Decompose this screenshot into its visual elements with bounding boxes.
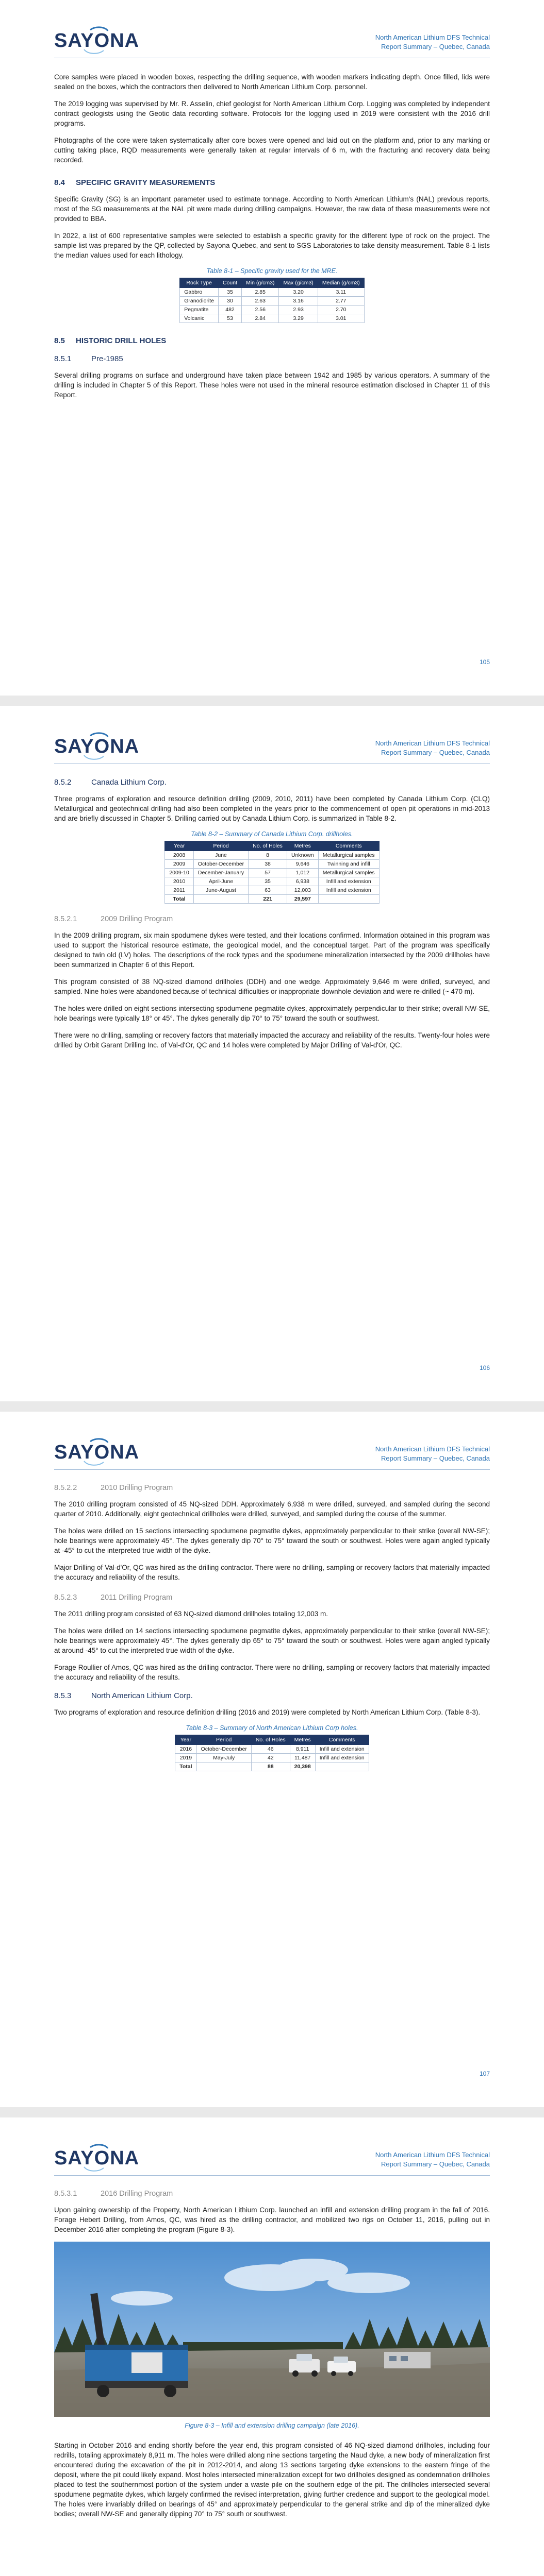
table-cell: June-August: [193, 886, 248, 895]
paragraph: The holes were drilled on 15 sections intersecting spodumene pegmatite dykes, approximately perpendicular to their strike (overall NW-SE); hole bearings were approximately 45°. The dykes generally dip 70° to 75° toward the south or southwest. Holes were again angled typically at -45° to cut the interpreted true width of the dyke.: [54, 1527, 490, 1554]
report-header: [375, 33, 490, 52]
table-row: [180, 306, 365, 314]
column-header: No. of Holes: [251, 1735, 290, 1745]
table-cell: 3.11: [318, 288, 364, 297]
table-row: [180, 314, 365, 323]
section-heading-8-4: [54, 178, 490, 187]
subsubsection-title: 2010 Drilling Program: [101, 1484, 173, 1492]
paragraph: In 2022, a list of 600 representative samples were selected to establish a specific gravity for the different type of rock on the project. The sample list was prepared by the QP, collected by Sayona Quebec, and sent to SGS Laboratories to take density measurement. Table 8-1 lists the median values used for each lithology.: [54, 232, 490, 259]
subsubsection-number: 8.5.2.3: [54, 1594, 77, 1602]
subsubsection-heading-8-5-2-1: [54, 915, 490, 923]
table-cell: 35: [219, 288, 242, 297]
paragraph: In the 2009 drilling program, six main spodumene dykes were tested, and their locations confirmed. Information obtained in this program was used to support the historical resource estimate, the geological model, and the conceptual target. Part of the program was specifically designed to twin old (LV) holes. The descriptions of the rock types and the spodumene mineralization intersected by the 2009 drillholes have been summarized in Chapter 6 of this Report.: [54, 931, 490, 969]
table-cell: Metallurgical samples: [318, 869, 379, 877]
table-cell: Infill and extension: [315, 1754, 369, 1762]
logo-text: SAYONA: [54, 30, 140, 52]
table-cell: October-December: [196, 1745, 251, 1754]
paragraph: The holes were drilled on eight sections intersecting spodumene pegmatite dykes, approximately perpendicular to their strike; overall NW-SE, hole bearings were typically 18° or 45°. The dykes generally dip 70° to 75° toward the south or southwest.: [54, 1005, 490, 1022]
report-header-line1: North American Lithium DFS Technical: [375, 1445, 490, 1453]
column-header: Metres: [290, 1735, 315, 1745]
paragraph: Specific Gravity (SG) is an important parameter used to estimate tonnage. According to North American Lithium's (NAL) previous reports, most of the SG measurements at the NAL pit were made during drilling campaigns. However, the raw data of these measurements were not provided to BBA.: [54, 195, 490, 223]
subsection-heading-8-5-3: [54, 1691, 490, 1700]
subsubsection-number: 8.5.2.2: [54, 1484, 77, 1492]
subsubsection-heading-8-5-2-3: [54, 1594, 490, 1602]
drilling-campaign-photo: [54, 2242, 490, 2417]
table-total-row: [175, 1762, 369, 1771]
specific-gravity-table: [179, 278, 365, 323]
paragraph: The 2011 drilling program consisted of 63 NQ-sized diamond drillholes totaling 12,003 m.: [54, 1610, 328, 1618]
table-cell: 2.85: [242, 288, 279, 297]
table-cell: 3.29: [279, 314, 318, 323]
section-number: 8.5: [54, 336, 65, 345]
subsubsection-title: 2011 Drilling Program: [101, 1594, 173, 1602]
table-cell: 42: [251, 1754, 290, 1762]
table-cell: 1,012: [287, 869, 318, 877]
table-row: [165, 869, 379, 877]
report-page-105: [0, 0, 544, 696]
sayona-logo: [54, 26, 140, 57]
table-cell: 2008: [165, 851, 194, 860]
table-caption: Table 8-1 – Specific gravity used for the MRE.: [206, 267, 338, 275]
paragraph: Major Drilling of Val-d'Or, QC was hired as the drilling contractor. There were no drilling, sampling or recovery factors that materially impacted the accuracy and reliability of the results.: [54, 1564, 490, 1581]
table-cell: Infill and extension: [315, 1745, 369, 1754]
paragraph: Forage Roullier of Amos, QC was hired as the drilling contractor. There were no drilling, sampling or recovery factors that materially impacted the accuracy and reliability of the results.: [54, 1664, 490, 1681]
page-number: 107: [479, 2070, 490, 2077]
column-header: Metres: [287, 841, 318, 851]
table-cell: May-July: [196, 1754, 251, 1762]
column-header: Period: [193, 841, 248, 851]
header-divider: [54, 2175, 490, 2176]
table-cell: 2011: [165, 886, 194, 895]
page-content: [54, 1484, 490, 1780]
header-divider: [54, 1469, 490, 1470]
table-row: [165, 886, 379, 895]
table-cell: 3.20: [279, 288, 318, 297]
column-header: Median (g/cm3): [318, 278, 364, 288]
subsection-title: Canada Lithium Corp.: [91, 778, 167, 787]
column-header: Count: [219, 278, 242, 288]
table-cell: 2.93: [279, 306, 318, 314]
table-cell: [193, 895, 248, 904]
report-header-line1: North American Lithium DFS Technical: [375, 739, 490, 747]
table-row: [165, 860, 379, 869]
subsection-title: Pre-1985: [91, 354, 123, 363]
site-trailer: [384, 2352, 431, 2368]
table-cell: 2.70: [318, 306, 364, 314]
report-header-line1: North American Lithium DFS Technical: [375, 33, 490, 41]
table-cell: June: [193, 851, 248, 860]
paragraph: Upon gaining ownership of the Property, North American Lithium Corp. launched an infill and extension drilling program in the fall of 2016. Forage Hebert Drilling, from Amos, QC, was hired as the drilling contractor, and mobilized two rigs on October 11, 2016, pulling out in December 2016 after completing the program (Figure 8-3).: [54, 2206, 490, 2233]
subsubsection-number: 8.5.2.1: [54, 915, 77, 923]
report-header-line1: North American Lithium DFS Technical: [375, 2151, 490, 2159]
sayona-logo: [54, 2143, 140, 2174]
subsection-number: 8.5.2: [54, 778, 72, 787]
section-heading-8-5: [54, 336, 490, 345]
table-cell: Total: [175, 1762, 196, 1771]
subsection-heading-8-5-1: [54, 354, 490, 363]
subsection-heading-8-5-2: [54, 778, 490, 787]
report-page-108: [0, 2117, 544, 2576]
subsection-number: 8.5.1: [54, 354, 72, 363]
report-header: [375, 739, 490, 757]
table-total-row: [165, 895, 379, 904]
table-row: [165, 877, 379, 886]
section-number: 8.4: [54, 178, 65, 187]
table-row: [175, 1754, 369, 1762]
table-cell: 482: [219, 306, 242, 314]
table-cell: 2.63: [242, 297, 279, 306]
table-cell: [196, 1762, 251, 1771]
paragraph: The 2019 logging was supervised by Mr. R. Asselin, chief geologist for North American Lithium Corp. Logging was completed by independent contract geologists using the Geotic data recording software. Protocols for the logging used in 2019 were consistent with the 2016 drill programs.: [54, 100, 490, 127]
table-cell: 2009-10: [165, 869, 194, 877]
column-header: Year: [165, 841, 194, 851]
table-cell: Gabbro: [180, 288, 219, 297]
subsubsection-number: 8.5.3.1: [54, 2190, 77, 2198]
paragraph: This program consisted of 38 NQ-sized diamond drillholes (DDH) and one wedge. Approximately 9,646 m were drilled, surveyed, and sampled. Nine holes were abandoned because of technical difficulties or inappropriate downhole deviation and were re-drilled (~ 470 m).: [54, 978, 490, 995]
paragraph: Core samples were placed in wooden boxes, respecting the drilling sequence, with wooden markers indicating depth. Once filled, lids were sealed on the boxes, which the contractors then delivered to North American Lithium Corp. personnel.: [54, 73, 490, 91]
table-row: [180, 297, 365, 306]
page-number: 106: [479, 1364, 490, 1371]
page-content: [54, 72, 490, 407]
report-header: [375, 2150, 490, 2169]
table-cell: Pegmatite: [180, 306, 219, 314]
subsubsection-heading-8-5-2-2: [54, 1484, 490, 1492]
table-cell: 11,487: [290, 1754, 315, 1762]
subsubsection-heading-8-5-3-1: [54, 2190, 490, 2198]
table-cell: 88: [251, 1762, 290, 1771]
table-cell: Volcanic: [180, 314, 219, 323]
table-row: [175, 1745, 369, 1754]
report-header-line2: Report Summary – Quebec, Canada: [381, 1454, 490, 1462]
table-cell: 8,911: [290, 1745, 315, 1754]
sayona-logo: [54, 1437, 140, 1468]
table-cell: 29,597: [287, 895, 318, 904]
table-cell: [315, 1762, 369, 1771]
section-title: SPECIFIC GRAVITY MEASUREMENTS: [76, 178, 216, 187]
sayona-logo: [54, 732, 140, 762]
table-cell: 35: [249, 877, 287, 886]
report-header-line2: Report Summary – Quebec, Canada: [381, 749, 490, 756]
table-cell: Total: [165, 895, 194, 904]
table-cell: 20,398: [290, 1762, 315, 1771]
logo-text: SAYONA: [54, 1442, 140, 1463]
table-cell: Granodiorite: [180, 297, 219, 306]
column-header: Year: [175, 1735, 196, 1745]
logo-text: SAYONA: [54, 2147, 140, 2169]
subsubsection-title: 2016 Drilling Program: [101, 2190, 173, 2198]
table-cell: 30: [219, 297, 242, 306]
table-header-row: [165, 841, 379, 851]
table-cell: Twinning and infill: [318, 860, 379, 869]
table-cell: 2.77: [318, 297, 364, 306]
table-cell: 8: [249, 851, 287, 860]
column-header: Comments: [318, 841, 379, 851]
table-cell: [318, 895, 379, 904]
drill-site-illustration: [54, 2242, 490, 2417]
paragraph: There were no drilling, sampling or recovery factors that materially impacted the accuracy and reliability of the results. Twenty-four holes were drilled by Orbit Garant Drilling Inc. of Val-d'Or, QC and 14 holes were completed by Major Drilling of Val-d'Or, QC.: [54, 1031, 490, 1049]
table-cell: 57: [249, 869, 287, 877]
table-cell: 2019: [175, 1754, 196, 1762]
report-header-line2: Report Summary – Quebec, Canada: [381, 2160, 490, 2168]
logo-text: SAYONA: [54, 736, 140, 757]
table-cell: 6,938: [287, 877, 318, 886]
table-cell: December-January: [193, 869, 248, 877]
table-cell: 53: [219, 314, 242, 323]
page-number: 105: [479, 658, 490, 666]
table-cell: Unknown: [287, 851, 318, 860]
table-row: [180, 288, 365, 297]
column-header: No. of Holes: [249, 841, 287, 851]
paragraph: The 2010 drilling program consisted of 45 NQ-sized DDH. Approximately 6,938 m were drilled, surveyed, and sampled during the second quarter of 2010. Additionally, eight geotechnical drillholes were drilled, surveyed, and sampled during the course of the summer.: [54, 1500, 490, 1518]
table-cell: Metallurgical samples: [318, 851, 379, 860]
column-header: Comments: [315, 1735, 369, 1745]
paragraph: Three programs of exploration and resource definition drilling (2009, 2010, 2011) have been completed by Canada Lithium Corp. (CLQ) Metallurgical and geotechnical drilling had also been completed in the years prior to the commencement of open pit operations in mid-2013 and are briefly discussed in Chapter 5. Drilling carried out by Canada Lithium Corp. is summarized in Table 8-2.: [54, 795, 490, 822]
column-header: Rock Type: [180, 278, 219, 288]
paragraph: Photographs of the core were taken systematically after core boxes were opened and laid out on the platform and, prior to any marking or cutting taking place, RQD measurements were generally taken at regular intervals of 6 m, with the fracturing and recovery data being recorded.: [54, 137, 490, 164]
paragraph: Starting in October 2016 and ending shortly before the year end, this program consisted of 46 NQ-sized diamond drillholes, including four redrills, totaling approximately 8,911 m. The holes were drilled along nine sections targeting the Naud dyke, a new body of mineralization first encountered during the excavation of the pit in 2012-2014, and along 13 sections targeting dyke extensions to the eastern fringe of the deposit, where the pit could likely expand. Most holes intersected mineralization except for two drillholes designed as condemnation drillholes placed to test the southernmost portion of the system under a waste pile on the southern edge of the pit. The drillholes intersected several spodumene pegmatite dykes, which largely confirmed the revised interpretation, giving further credence and support to the geological model. The holes were invariably drilled on bearings of 45° and approximately perpendicular to the general strike and dip of the mineralized dyke bodies; overall NW-SE and generally dipping 70° to 75° south or southwest.: [54, 2442, 490, 2518]
column-header: Min (g/cm3): [242, 278, 279, 288]
canada-lithium-drillholes-table: [164, 841, 379, 904]
table-cell: 3.16: [279, 297, 318, 306]
report-page-106: [0, 706, 544, 1401]
table-cell: 63: [249, 886, 287, 895]
table-caption: Table 8-2 – Summary of Canada Lithium Corp. drillholes.: [191, 831, 353, 838]
table-cell: April-June: [193, 877, 248, 886]
paragraph: The holes were drilled on 14 sections intersecting spodumene pegmatite dykes, approximately perpendicular to their strike (overall NW-SE); hole bearings were approximately 45°. The dykes generally dip 65° to 75° toward the south or southwest. Holes were again angled typically at around -45° to cut the interpreted true width of the dyke.: [54, 1627, 490, 1654]
table-caption: Table 8-3 – Summary of North American Lithium Corp holes.: [186, 1724, 358, 1732]
section-title: HISTORIC DRILL HOLES: [76, 336, 167, 345]
table-header-row: [175, 1735, 369, 1745]
report-page-107: [0, 1412, 544, 2107]
table-cell: 2.56: [242, 306, 279, 314]
report-header-line2: Report Summary – Quebec, Canada: [381, 43, 490, 50]
page-content: [54, 778, 490, 1057]
table-cell: Infill and extension: [318, 877, 379, 886]
table-cell: 2010: [165, 877, 194, 886]
nal-drillholes-table: [175, 1735, 369, 1771]
column-header: Period: [196, 1735, 251, 1745]
paragraph: Several drilling programs on surface and underground have taken place between 1942 and 1985 by various operators. A summary of the drilling is included in Chapter 5 of this Report. These holes were not used in the mineral resource estimation disclosed in Chapter 11 of this Report.: [54, 371, 490, 399]
paragraph: Two programs of exploration and resource definition drilling (2016 and 2019) were completed by North American Lithium Corp. (Table 8-3).: [54, 1708, 481, 1716]
table-cell: October-December: [193, 860, 248, 869]
table-cell: 3.01: [318, 314, 364, 323]
table-cell: Infill and extension: [318, 886, 379, 895]
column-header: Max (g/cm3): [279, 278, 318, 288]
subsection-number: 8.5.3: [54, 1691, 72, 1700]
table-cell: 2.84: [242, 314, 279, 323]
table-cell: 38: [249, 860, 287, 869]
figure-caption: Figure 8-3 – Infill and extension drilling campaign (late 2016).: [185, 2422, 359, 2429]
page-content: [54, 2190, 490, 2526]
table-cell: 46: [251, 1745, 290, 1754]
table-cell: 221: [249, 895, 287, 904]
table-header-row: [180, 278, 365, 288]
table-cell: 12,003: [287, 886, 318, 895]
subsection-title: North American Lithium Corp.: [91, 1691, 193, 1700]
table-cell: 2016: [175, 1745, 196, 1754]
report-header: [375, 1445, 490, 1463]
table-row: [165, 851, 379, 860]
table-cell: 9,646: [287, 860, 318, 869]
table-cell: 2009: [165, 860, 194, 869]
subsubsection-title: 2009 Drilling Program: [101, 915, 173, 923]
